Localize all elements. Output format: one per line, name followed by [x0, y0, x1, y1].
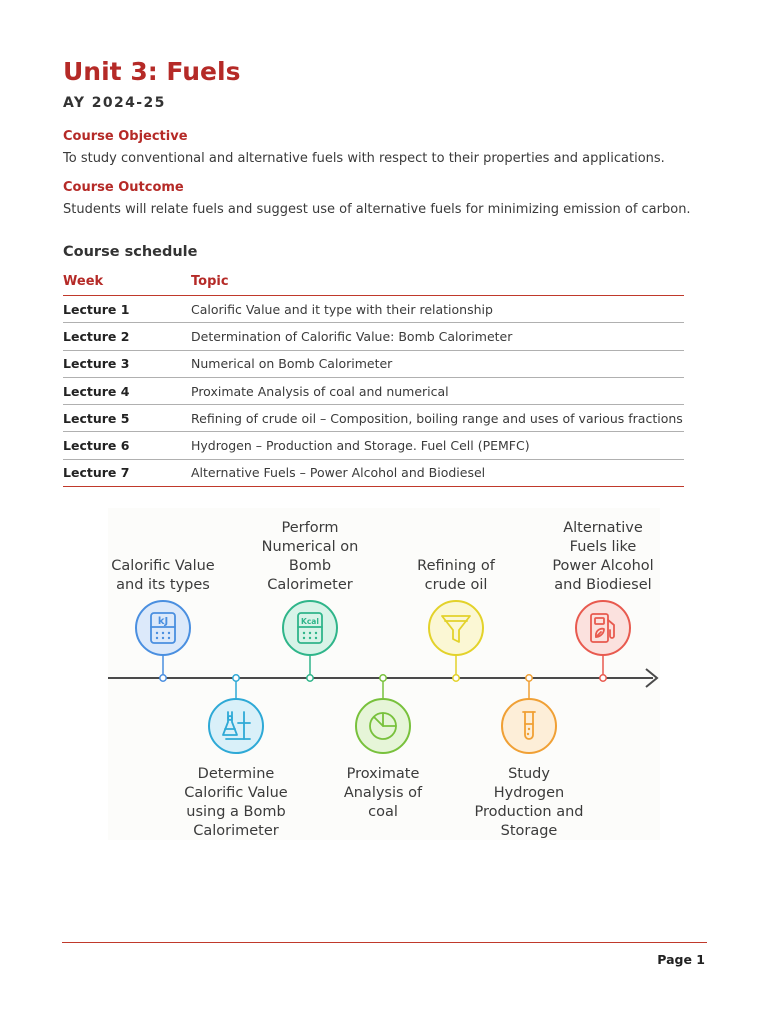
step-icon-circle — [429, 601, 483, 655]
step-label: Proximate Analysis of coal — [343, 766, 423, 820]
topic-cell: Hydrogen – Production and Storage. Fuel Cell (PEMFC) — [191, 432, 684, 459]
table-row — [63, 377, 684, 404]
step-icon-circle — [136, 601, 190, 655]
week-cell: Lecture 7 — [63, 459, 191, 486]
page-title: Unit 3: Fuels — [63, 57, 241, 86]
timeline-step — [184, 675, 288, 839]
step-label: Perform Numerical on Bomb Calorimeter — [261, 520, 359, 593]
column-header-topic: Topic — [191, 268, 684, 296]
topic-cell: Calorific Value and it type with their relationship — [191, 296, 684, 323]
course-outcome-heading: Course Outcome — [63, 180, 184, 195]
axis-node — [526, 675, 532, 681]
column-header-week: Week — [63, 268, 191, 296]
topic-cell: Proximate Analysis of coal and numerical — [191, 377, 684, 404]
week-cell: Lecture 1 — [63, 296, 191, 323]
step-label: Alternative Fuels like Power Alcohol and Biodiesel — [552, 520, 654, 593]
axis-node — [453, 675, 459, 681]
week-cell: Lecture 6 — [63, 432, 191, 459]
table-row — [63, 405, 684, 432]
topic-cell: Alternative Fuels – Power Alcohol and Biodiesel — [191, 459, 684, 486]
table-header-row — [63, 268, 684, 296]
axis-node — [307, 675, 313, 681]
step-label: Determine Calorific Value using a Bomb Calorimeter — [184, 766, 288, 839]
course-objective-text: To study conventional and alternative fuels with respect to their properties and applications. — [63, 151, 665, 166]
step-icon-circle — [283, 601, 337, 655]
step-label: Refining of crude oil — [417, 558, 495, 593]
timeline-step — [552, 520, 653, 681]
step-label: Study Hydrogen Production and Storage — [474, 766, 584, 839]
week-cell: Lecture 3 — [63, 350, 191, 377]
table-row — [63, 459, 684, 486]
timeline-step — [474, 675, 583, 839]
timeline-step — [344, 675, 423, 820]
svg-text:Kcal: Kcal — [301, 617, 319, 626]
table-row — [63, 323, 684, 350]
course-outcome-text: Students will relate fuels and suggest use of alternative fuels for minimizing emission of carbon. — [63, 202, 691, 217]
course-objective-heading: Course Objective — [63, 129, 188, 144]
topic-cell: Refining of crude oil – Composition, boiling range and uses of various fractions — [191, 405, 684, 432]
table-row — [63, 432, 684, 459]
svg-text:kJ: kJ — [157, 616, 169, 627]
week-cell: Lecture 4 — [63, 377, 191, 404]
axis-node — [600, 675, 606, 681]
timeline-step — [262, 520, 359, 681]
step-label: Calorific Value and its types — [111, 558, 215, 593]
axis-node — [380, 675, 386, 681]
academic-year: AY 2024-25 — [63, 95, 166, 111]
step-icon-circle — [502, 699, 556, 753]
table-row — [63, 350, 684, 377]
course-schedule-heading: Course schedule — [63, 244, 198, 260]
axis-node — [233, 675, 239, 681]
timeline-step — [417, 558, 496, 681]
week-cell: Lecture 5 — [63, 405, 191, 432]
step-icon-circle — [209, 699, 263, 753]
timeline-step — [111, 558, 215, 681]
footer-divider — [62, 942, 707, 943]
page-number: Page 1 — [657, 952, 705, 967]
fuels-timeline-diagram — [108, 508, 660, 840]
axis-node — [160, 675, 166, 681]
week-cell: Lecture 2 — [63, 323, 191, 350]
course-schedule-table — [63, 268, 684, 487]
topic-cell: Determination of Calorific Value: Bomb Calorimeter — [191, 323, 684, 350]
timeline-svg — [108, 508, 660, 840]
table-row — [63, 296, 684, 323]
topic-cell: Numerical on Bomb Calorimeter — [191, 350, 684, 377]
